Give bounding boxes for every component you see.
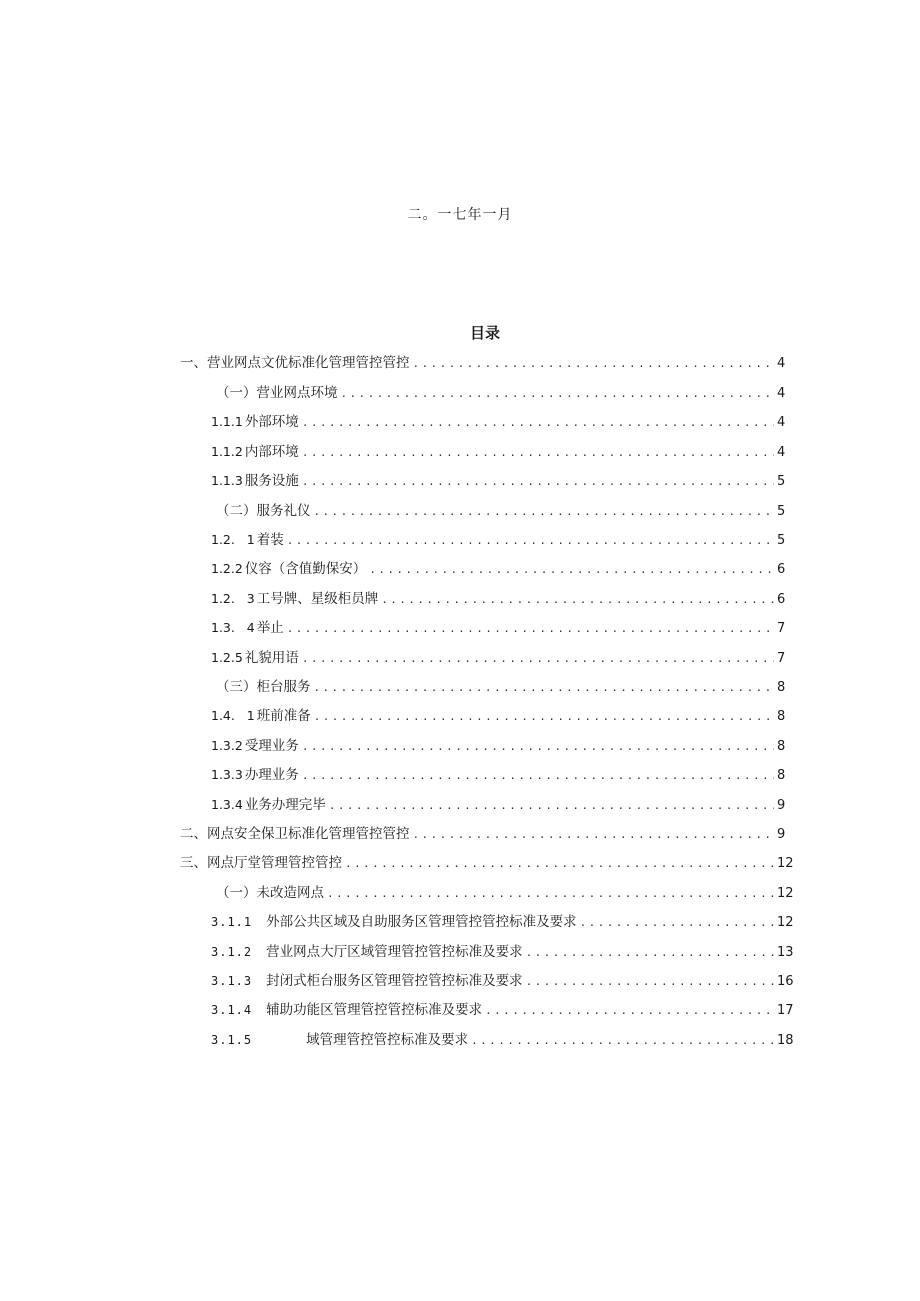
toc-entry-text: 业务办理完毕	[244, 797, 326, 813]
toc-entry-text: 服务设施	[244, 473, 299, 489]
toc-page-number: 6	[777, 562, 786, 577]
toc-entry-1-3[interactable]	[214, 676, 785, 698]
toc-leader-dots	[302, 412, 774, 434]
toc-entry-1-1-2[interactable]	[211, 441, 785, 463]
toc-entry-number: 3.1.3	[211, 974, 253, 988]
toc-entry-1-2-2[interactable]	[211, 558, 785, 580]
toc-entry-text: 外部环境	[244, 414, 299, 430]
toc-entry-3-1-1[interactable]	[211, 911, 794, 933]
toc-entry-3-1[interactable]	[214, 882, 794, 904]
toc-leader-dots	[526, 942, 774, 964]
toc-entry-1-2[interactable]	[214, 500, 785, 522]
toc-leader-dots	[369, 559, 774, 581]
toc-entry-1-3-2[interactable]	[211, 735, 785, 757]
toc-entry-text: 工号牌、星级柜员牌	[256, 591, 379, 607]
toc-page-number: 9	[777, 798, 786, 813]
toc-entry-number: 1.1.3	[211, 473, 243, 488]
toc-entry-1-1-3[interactable]	[211, 470, 785, 492]
toc-entry-3-1-2[interactable]	[211, 941, 794, 963]
toc-entry-text: 班前准备	[256, 708, 311, 724]
toc-entry-text: 营业网点大厅区域管理管控管控标准及要求	[266, 944, 523, 960]
toc-entry-number: 1.2. 1	[211, 532, 255, 547]
toc-leader-dots	[302, 442, 774, 464]
toc-entry-text: （三）柜台服务	[216, 679, 311, 695]
toc-entry-1-3-4[interactable]	[211, 617, 785, 639]
toc-title: 目录	[469, 324, 500, 342]
toc-leader-dots	[413, 824, 775, 846]
toc-page-number: 12	[777, 856, 794, 871]
toc-entry-number: 1.2.2	[211, 561, 243, 576]
toc-leader-dots	[345, 853, 774, 875]
toc-entry-number: 1.2.5	[211, 650, 243, 665]
toc-entry-number: 3.1.2	[211, 945, 253, 959]
toc-entry-1-3-3[interactable]	[211, 764, 785, 786]
toc-page-number: 6	[777, 592, 786, 607]
toc-entry-text: 辅助功能区管理管控管控标准及要求	[266, 1002, 483, 1018]
toc-leader-dots	[327, 883, 774, 905]
toc-entry-text: 办理业务	[244, 767, 299, 783]
toc-leader-dots	[314, 501, 775, 523]
toc-entry-1-4-1[interactable]	[211, 705, 785, 727]
toc-page-number: 16	[777, 974, 794, 989]
toc-entry-1-2-1[interactable]	[211, 529, 785, 551]
toc-entry-text: 举止	[256, 620, 284, 636]
toc-entry-number: 1.4. 1	[211, 708, 255, 723]
toc-entry-2[interactable]	[178, 823, 785, 845]
toc-entry-text: （二）服务礼仪	[216, 503, 311, 519]
toc-leader-dots	[471, 1030, 774, 1052]
toc-leader-dots	[302, 736, 774, 758]
toc-entry-text: 内部环境	[244, 444, 299, 460]
toc-leader-dots	[302, 471, 774, 493]
toc-page-number: 4	[777, 356, 786, 371]
toc-leader-dots	[485, 1000, 774, 1022]
toc-entry-1-3-4b[interactable]	[211, 794, 785, 816]
toc-leader-dots	[341, 383, 775, 405]
toc-entry-text: 着装	[256, 532, 284, 548]
toc-page-number: 7	[777, 651, 786, 666]
toc-entry-text: （一）未改造网点	[216, 885, 324, 901]
toc-page-number: 4	[777, 386, 786, 401]
toc-page-number: 18	[777, 1033, 794, 1048]
toc-page-number: 5	[777, 533, 786, 548]
toc-entry-text: 三、网点厅堂管理管控管控	[180, 855, 342, 871]
toc-page-number: 4	[777, 415, 786, 430]
toc-leader-dots	[302, 765, 774, 787]
toc-page-number: 17	[777, 1003, 794, 1018]
toc-entry-text: 域管理管控管控标准及要求	[306, 1032, 469, 1048]
toc-entry-3-1-5[interactable]	[211, 1029, 794, 1051]
toc-entry-number: 1.3.4	[211, 797, 243, 812]
toc-entry-text: 一、营业网点文优标准化管理管控管控	[180, 355, 410, 371]
toc-page-number: 12	[777, 915, 794, 930]
toc-page-number: 8	[777, 709, 786, 724]
toc-entry-number: 3.1.4	[211, 1003, 253, 1017]
toc-leader-dots	[314, 677, 775, 699]
toc-leader-dots	[329, 795, 774, 817]
toc-page-number: 8	[777, 680, 786, 695]
toc-entry-1[interactable]	[178, 352, 785, 374]
toc-leader-dots	[580, 912, 774, 934]
toc-leader-dots	[526, 971, 774, 993]
toc-page-number: 12	[777, 886, 794, 901]
toc-entry-1-2-3[interactable]	[211, 588, 785, 610]
toc-page-number: 5	[777, 474, 786, 489]
toc-entry-number: 1.3.3	[211, 767, 243, 782]
toc-entry-1-1[interactable]	[214, 382, 785, 404]
toc-entry-text: 仪容（含值勤保安）	[244, 561, 367, 577]
toc-leader-dots	[413, 353, 775, 375]
toc-leader-dots	[287, 530, 774, 552]
toc-page-number: 13	[777, 945, 794, 960]
toc-page-number: 4	[777, 445, 786, 460]
toc-entry-text: 礼貌用语	[244, 650, 299, 666]
toc-entry-number: 1.3. 4	[211, 620, 255, 635]
toc-entry-3-1-3[interactable]	[211, 970, 794, 992]
toc-leader-dots	[381, 589, 774, 611]
toc-page-number: 8	[777, 739, 786, 754]
toc-entry-3[interactable]	[178, 852, 794, 874]
toc-entry-number: 3.1.1	[211, 915, 253, 929]
toc-entry-number: 1.3.2	[211, 738, 243, 753]
toc-leader-dots	[287, 618, 774, 640]
toc-leader-dots	[302, 648, 774, 670]
toc-entry-number: 3.1.5	[211, 1033, 253, 1047]
toc-page-number: 8	[777, 768, 786, 783]
toc-entry-3-1-4[interactable]	[211, 999, 794, 1021]
toc-entry-text: （一）营业网点环境	[216, 385, 338, 401]
toc-leader-dots	[314, 706, 774, 728]
toc-entry-1-2-5[interactable]	[211, 647, 785, 669]
toc-page-number: 9	[777, 827, 786, 842]
toc-entry-text: 受理业务	[244, 738, 299, 754]
toc-entry-number: 1.2. 3	[211, 591, 255, 606]
toc-page-number: 5	[777, 504, 786, 519]
toc-entry-1-1-1[interactable]	[211, 411, 785, 433]
toc-page-number: 7	[777, 621, 786, 636]
toc-entry-text: 外部公共区域及自助服务区管理管控管控标准及要求	[266, 914, 577, 930]
date-line: 二。一七年一月	[407, 207, 513, 223]
toc-entry-text: 封闭式柜台服务区管理管控管控标准及要求	[266, 973, 523, 989]
toc-entry-number: 1.1.2	[211, 444, 243, 459]
toc-entry-text: 二、网点安全保卫标准化管理管控管控	[180, 826, 410, 842]
toc-entry-number: 1.1.1	[211, 414, 243, 429]
